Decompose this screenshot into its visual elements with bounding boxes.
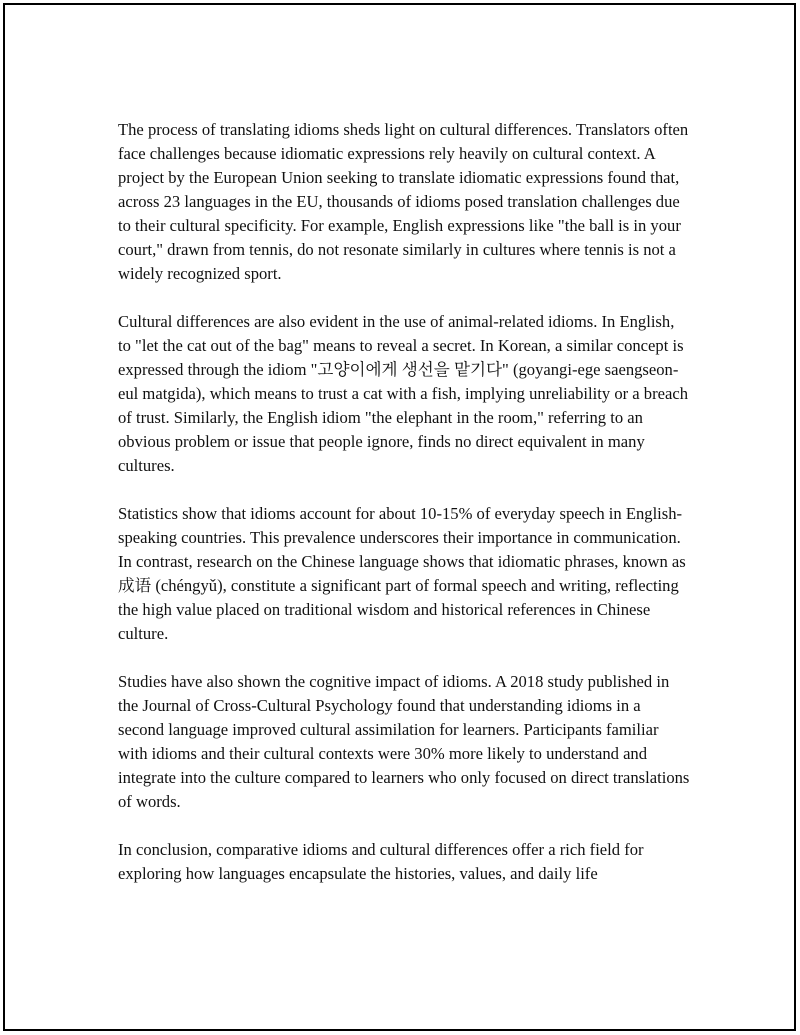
paragraph-3: Statistics show that idioms account for about 10-15% of everyday speech in English-speaking countries. This prevalence underscores their importance in communication. In contrast, research on the Chinese language shows that idiomatic phrases, known as 成语 (chéngyǔ), constitute a significant part of formal speech and writing, reflecting the high value placed on traditional wisdom and historical references in Chinese culture. <box>118 504 686 643</box>
paragraph-4: Studies have also shown the cognitive impact of idioms. A 2018 study published in the Journal of Cross-Cultural Psychology found that understanding idioms in a second language improved cultural assimilation for learners. Participants familiar with idioms and their cultural contexts were 30% more likely to understand and integrate into the culture compared to learners who only focused on direct translations of words. <box>118 672 690 811</box>
paragraph-1: The process of translating idioms sheds light on cultural differences. Translators often face challenges because idiomatic expressions rely heavily on cultural context. A project by the European Union seeking to translate idiomatic expressions found that, across 23 languages in the EU, thousands of idioms posed translation challenges due to their cultural specificity. For example, English expressions like "the ball is in your court," drawn from tennis, do not resonate similarly in cultures where tennis is not a widely recognized sport. <box>118 120 689 283</box>
paragraph-2: Cultural differences are also evident in the use of animal-related idioms. In English, to "let the cat out of the bag" means to reveal a secret. In Korean, a similar concept is expressed through the idiom "고양이에게 생선을 맡기다" (goyangi-ege saengseon-eul matgida), which means to trust a cat with a fish, implying unreliability or a breach of trust. Similarly, the English idiom "the elephant in the room," referring to an obvious problem or issue that people ignore, finds no direct equivalent in many cultures. <box>118 312 689 475</box>
paragraph-5: In conclusion, comparative idioms and cultural differences offer a rich field for exploring how languages encapsulate the histories, values, and daily life <box>118 840 644 883</box>
document-body <box>118 118 690 910</box>
